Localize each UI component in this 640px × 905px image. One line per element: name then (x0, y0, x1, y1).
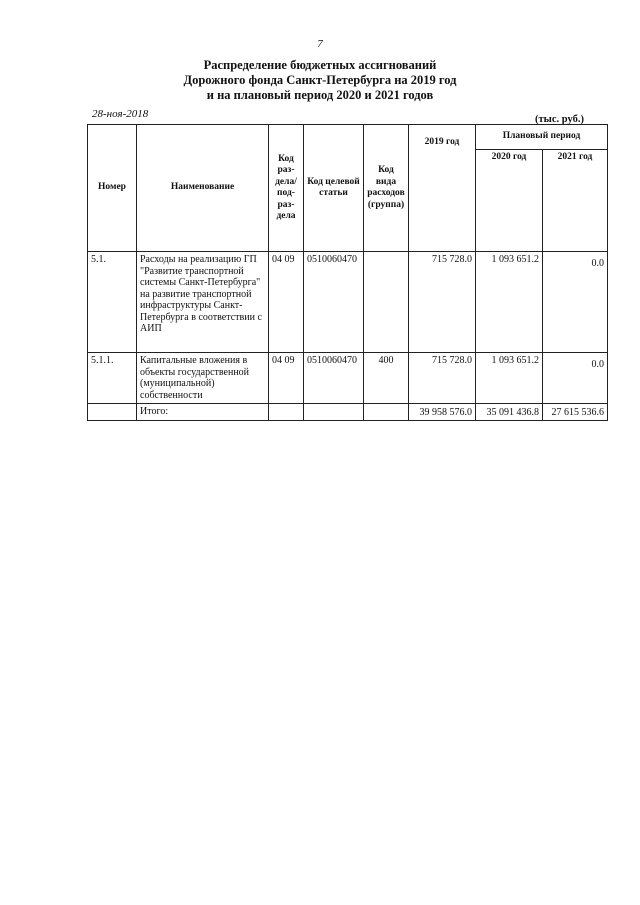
table-row (88, 252, 608, 353)
header-2020: 2020 год (476, 150, 543, 252)
row-value-2021: 0.0 (543, 353, 608, 404)
document-title (0, 58, 640, 103)
row-section-code: 04 09 (269, 353, 304, 404)
total-empty-cell (269, 404, 304, 421)
header-target-code: Код целевой статьи (304, 125, 364, 252)
budget-table (87, 124, 608, 421)
header-2021: 2021 год (543, 150, 608, 252)
total-empty-cell (88, 404, 137, 421)
total-empty-cell (304, 404, 364, 421)
header-2019: 2019 год (409, 125, 476, 252)
page-number: 7 (317, 38, 323, 50)
title-line-3: и на плановый период 2020 и 2021 годов (206, 88, 434, 102)
header-name: Наименование (137, 125, 269, 252)
row-target-code: 0510060470 (304, 252, 364, 353)
row-expense-type: 400 (364, 353, 409, 404)
row-value-2020: 1 093 651.2 (476, 353, 543, 404)
row-number: 5.1. (88, 252, 137, 353)
table-row (88, 353, 608, 404)
header-section-code: Код раз-дела/ под-раз-дела (269, 125, 304, 252)
total-value-2020: 35 091 436.8 (476, 404, 543, 421)
row-name: Капитальные вложения в объекты государственной (муниципальной) собственности (137, 353, 269, 404)
header-expense-type: Код вида расходов (группа) (364, 125, 409, 252)
header-number: Номер (88, 125, 137, 252)
row-value-2021: 0.0 (543, 252, 608, 353)
row-expense-type (364, 252, 409, 353)
table-header-row (88, 125, 608, 150)
row-section-code: 04 09 (269, 252, 304, 353)
row-number: 5.1.1. (88, 353, 137, 404)
total-value-2021: 27 615 536.6 (543, 404, 608, 421)
units-label: (тыс. руб.) (535, 114, 584, 125)
row-value-2019: 715 728.0 (409, 353, 476, 404)
total-empty-cell (364, 404, 409, 421)
document-date: 28-ноя-2018 (92, 108, 149, 120)
title-line-1: Распределение бюджетных ассигнований (203, 58, 437, 72)
row-target-code: 0510060470 (304, 353, 364, 404)
row-name: Расходы на реализацию ГП "Развитие транспортной системы Санкт-Петербурга" на развитие транспортной инфраструктуры Санкт-Петербурга в соответствии с АИП (137, 252, 269, 353)
row-value-2020: 1 093 651.2 (476, 252, 543, 353)
row-value-2019: 715 728.0 (409, 252, 476, 353)
total-label: Итого: (137, 404, 269, 421)
table-total-row (88, 404, 608, 421)
title-line-2: Дорожного фонда Санкт-Петербурга на 2019 год (183, 73, 457, 87)
total-value-2019: 39 958 576.0 (409, 404, 476, 421)
header-plan-period: Плановый период (476, 125, 608, 150)
